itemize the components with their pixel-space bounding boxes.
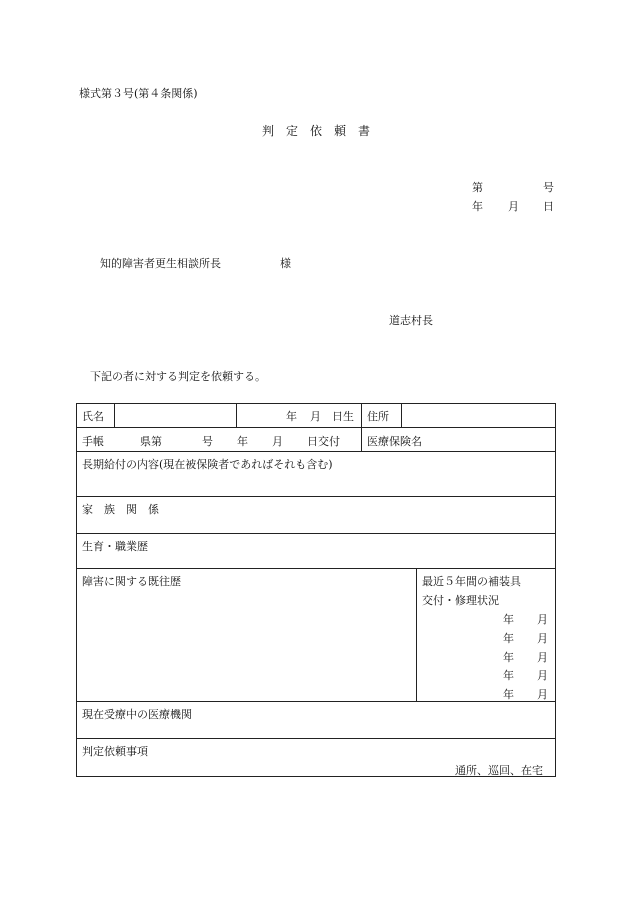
family-label: 家 族 関 係 — [82, 503, 159, 516]
brace-label-line1: 最近５年間の補装具 — [422, 575, 521, 588]
date-day: 日 — [543, 200, 554, 213]
birth-month-label: 月 — [310, 410, 321, 423]
intro-text: 下記の者に対する判定を依頼する。 — [90, 370, 266, 383]
brace-month-4: 月 — [537, 669, 548, 682]
brace-year-1: 年 — [503, 613, 514, 626]
brace-year-2: 年 — [503, 632, 514, 645]
addressee: 知的障害者更生相談所長 — [100, 257, 221, 270]
long-term-benefit-label: 長期給付の内容(現在被保険者であればそれも含む) — [82, 458, 333, 471]
form-number: 様式第３号(第４条関係) — [79, 87, 198, 100]
birth-day-label: 日生 — [332, 410, 354, 423]
request-options: 通所、巡回、在宅 — [455, 764, 543, 777]
address-label: 住所 — [367, 410, 389, 423]
disability-history-label: 障害に関する既往歴 — [82, 575, 181, 588]
request-items-label: 判定依頼事項 — [82, 745, 148, 758]
brace-month-5: 月 — [537, 688, 548, 701]
brace-year-5: 年 — [503, 688, 514, 701]
pref-number-label: 県第 — [140, 435, 162, 448]
doc-number-suffix: 号 — [543, 181, 554, 194]
notebook-number-label: 号 — [202, 435, 213, 448]
doc-number-prefix: 第 — [472, 181, 483, 194]
issue-year-label: 年 — [237, 435, 248, 448]
current-medical-institution-label: 現在受療中の医療機関 — [82, 708, 192, 721]
birth-year-label: 年 — [286, 410, 297, 423]
brace-year-4: 年 — [503, 669, 514, 682]
brace-label-line2: 交付・修理状況 — [422, 594, 499, 607]
honorific: 様 — [280, 257, 291, 270]
name-label: 氏名 — [82, 410, 104, 423]
notebook-label: 手帳 — [82, 435, 104, 448]
issue-day-label: 日交付 — [307, 435, 340, 448]
brace-month-1: 月 — [537, 613, 548, 626]
document-title: 判 定 依 頼 書 — [262, 124, 371, 138]
insurance-label: 医療保険名 — [367, 435, 422, 448]
date-year: 年 — [472, 200, 483, 213]
brace-month-3: 月 — [537, 651, 548, 664]
upbringing-career-label: 生育・職業歴 — [82, 540, 148, 553]
date-month: 月 — [508, 200, 519, 213]
brace-month-2: 月 — [537, 632, 548, 645]
sender: 道志村長 — [389, 314, 433, 327]
issue-month-label: 月 — [272, 435, 283, 448]
brace-year-3: 年 — [503, 651, 514, 664]
